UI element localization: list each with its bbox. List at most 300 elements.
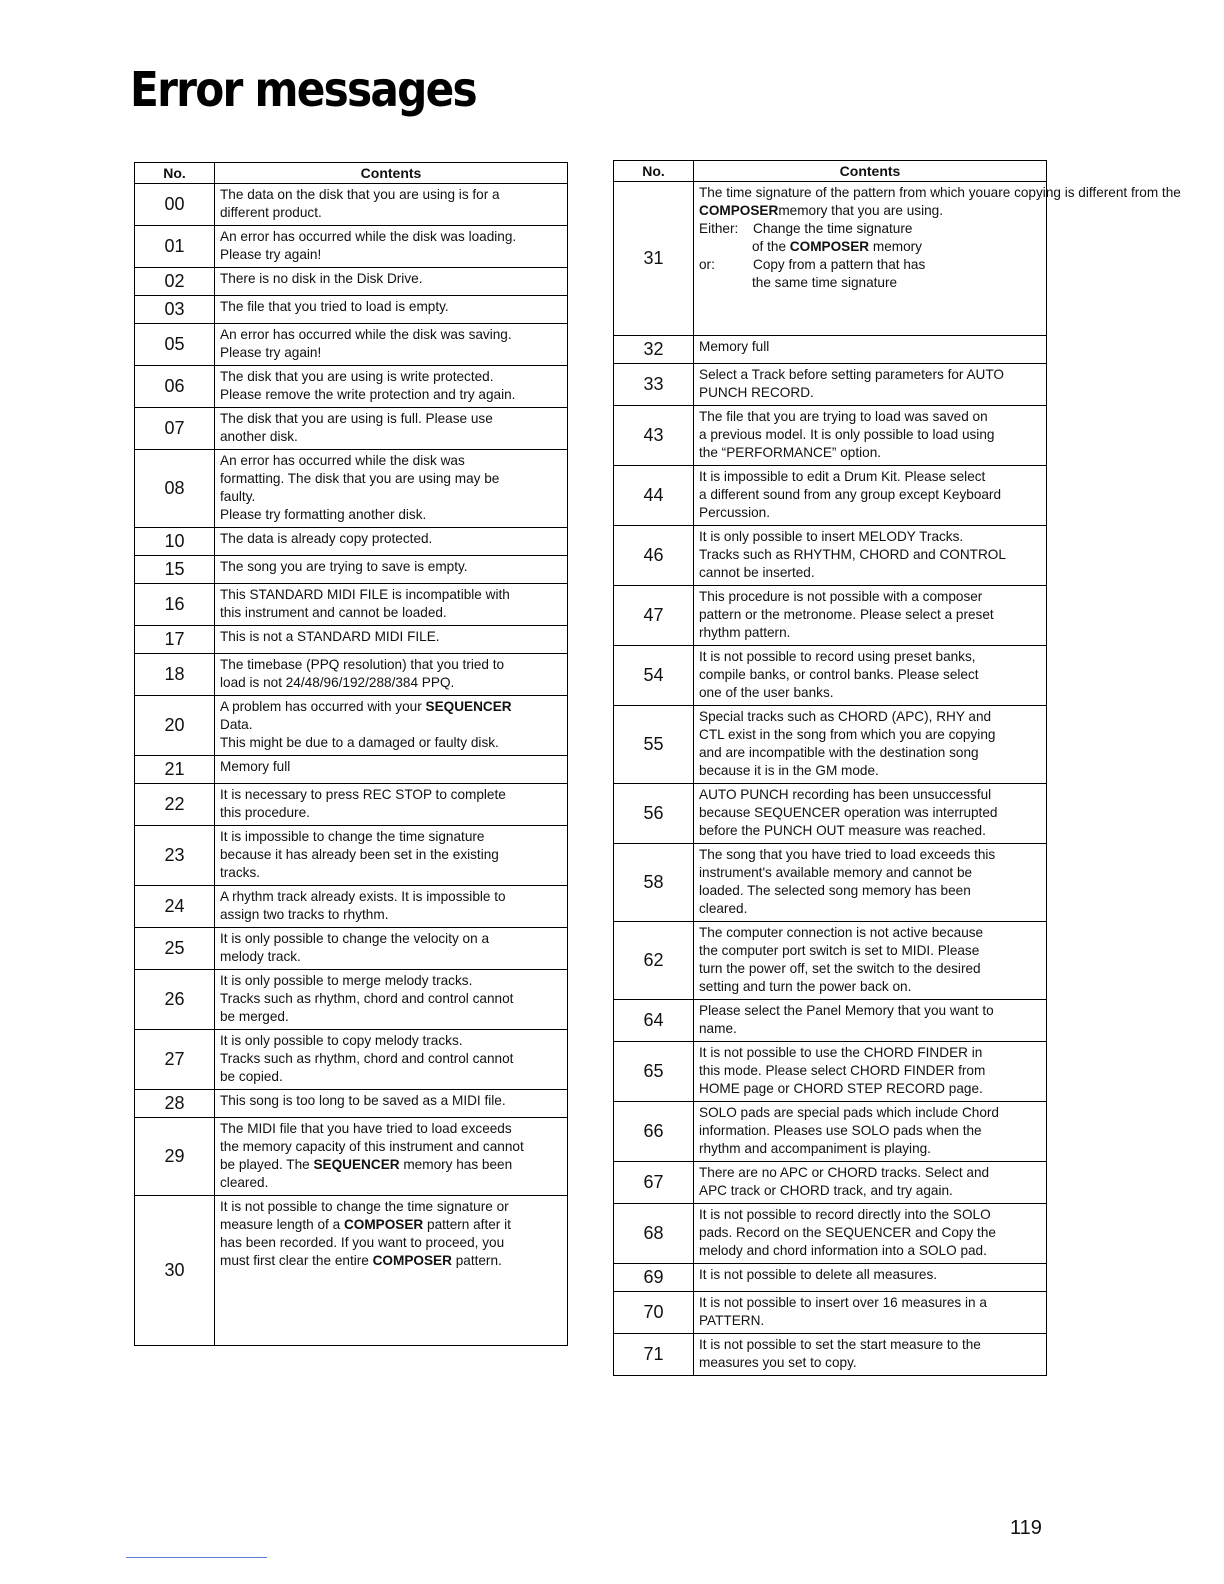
message-text: be merged.: [220, 1009, 289, 1024]
table-row: [614, 586, 1047, 646]
error-number: 68: [614, 1204, 694, 1264]
message-text: Tracks such as rhythm, chord and control cannot: [220, 991, 514, 1006]
error-message: [694, 586, 1047, 646]
error-message: [215, 784, 568, 826]
message-line: [220, 758, 563, 776]
table-row: [614, 526, 1047, 586]
error-message: [215, 184, 568, 226]
message-line: [699, 1266, 1042, 1284]
table-row: [135, 1118, 568, 1196]
message-text: Please try again!: [220, 247, 322, 262]
message-text: A rhythm track already exists. It is impossible to: [220, 889, 506, 904]
error-number: 58: [614, 844, 694, 922]
message-text: because SEQUENCER operation was interrupted: [699, 805, 998, 820]
message-line: [699, 726, 1042, 744]
table-row: [614, 1204, 1047, 1264]
table-row: [135, 928, 568, 970]
table-row: [135, 696, 568, 756]
message-line: [699, 384, 1042, 402]
message-text: setting and turn the power back on.: [699, 979, 912, 994]
error-message: [215, 366, 568, 408]
message-line: [699, 1020, 1042, 1038]
message-line: [220, 386, 563, 404]
error-message: [215, 528, 568, 556]
error-message: [215, 886, 568, 928]
table-row: [135, 1090, 568, 1118]
error-number: 16: [135, 584, 215, 626]
error-number: 01: [135, 226, 215, 268]
message-line: [220, 558, 563, 576]
message-line: [220, 452, 563, 470]
message-line: [220, 368, 563, 386]
message-text: Tracks such as rhythm, chord and control cannot: [220, 1051, 514, 1066]
message-text: pattern after it: [423, 1217, 511, 1232]
table-row: [614, 784, 1047, 844]
message-line: [699, 274, 1042, 292]
message-text: loaded. The selected song memory has been: [699, 883, 971, 898]
message-text: This song is too long to be saved as a MIDI file.: [220, 1093, 506, 1108]
message-text: Percussion.: [699, 505, 771, 520]
message-line: [220, 428, 563, 446]
message-text: this mode. Please select CHORD FINDER from: [699, 1063, 986, 1078]
table-row: [135, 756, 568, 784]
message-text: The MIDI file that you have tried to load exceeds: [220, 1121, 512, 1136]
error-message: [694, 526, 1047, 586]
error-number: 05: [135, 324, 215, 366]
message-text: The timebase (PPQ resolution) that you tried to: [220, 657, 505, 672]
message-text: It is only possible to merge melody tracks.: [220, 973, 473, 988]
message-line: [220, 1032, 563, 1050]
message-line: [220, 906, 563, 924]
table-row: [135, 886, 568, 928]
table-row: [614, 1042, 1047, 1102]
message-text: AUTO PUNCH recording has been unsuccessful: [699, 787, 992, 802]
footer-rule: [126, 1557, 267, 1558]
error-message: [694, 336, 1047, 364]
table-row: [614, 922, 1047, 1000]
error-number: 23: [135, 826, 215, 886]
message-line: [220, 470, 563, 488]
table-row: [614, 466, 1047, 526]
error-message: [694, 1204, 1047, 1264]
table-row: [135, 268, 568, 296]
message-text: pattern.: [451, 1253, 502, 1268]
message-text: this procedure.: [220, 805, 310, 820]
error-number: 65: [614, 1042, 694, 1102]
header-row: [614, 161, 1047, 182]
message-line: [699, 1206, 1042, 1224]
table-row: [135, 584, 568, 626]
message-line: [699, 822, 1042, 840]
message-text: this instrument and cannot be loaded.: [220, 605, 447, 620]
message-text: measures you set to copy.: [699, 1355, 857, 1370]
message-line: [699, 1044, 1042, 1062]
message-line: [699, 708, 1042, 726]
error-number: 17: [135, 626, 215, 654]
message-line: [220, 804, 563, 822]
error-message: [694, 1292, 1047, 1334]
message-line: [699, 256, 1042, 274]
message-text: It is not possible to record directly into the SOLO: [699, 1207, 991, 1222]
message-line: [699, 1336, 1042, 1354]
message-line: [220, 246, 563, 264]
message-text: Select a Track before setting parameters for AUTO: [699, 367, 1004, 382]
table-row: [135, 408, 568, 450]
message-text: Either:: [699, 221, 739, 236]
message-text: has been recorded. If you want to proceed, you: [220, 1235, 505, 1250]
table-row: [135, 184, 568, 226]
message-text: This STANDARD MIDI FILE is incompatible with: [220, 587, 510, 602]
message-line: [699, 924, 1042, 942]
message-emphasis: SEQUENCER: [425, 699, 512, 714]
message-text: cleared.: [220, 1175, 269, 1190]
message-line: [699, 1224, 1042, 1242]
message-line: [220, 1156, 563, 1174]
message-line: [220, 786, 563, 804]
message-line: [699, 978, 1042, 996]
message-line: [220, 344, 563, 362]
table-row: [135, 654, 568, 696]
message-line: [699, 1062, 1042, 1080]
table-row: [135, 556, 568, 584]
message-text: information. Pleases use SOLO pads when the: [699, 1123, 982, 1138]
error-number: 54: [614, 646, 694, 706]
message-text: pads. Record on the SEQUENCER and Copy the: [699, 1225, 996, 1240]
table-row: [135, 1196, 568, 1346]
message-line: [699, 220, 1042, 238]
error-message: [694, 406, 1047, 466]
message-line: [699, 744, 1042, 762]
message-line: [220, 990, 563, 1008]
message-line: [699, 648, 1042, 666]
error-message: [215, 1118, 568, 1196]
error-message: [215, 408, 568, 450]
table-row: [614, 406, 1047, 466]
message-text: SOLO pads are special pads which include Chord: [699, 1105, 999, 1120]
message-text: or:: [699, 257, 715, 272]
message-text: because it is in the GM mode.: [699, 763, 879, 778]
error-message: [215, 1196, 568, 1346]
message-text: It is only possible to change the velocity on a: [220, 931, 490, 946]
message-text: must first clear the entire: [220, 1253, 373, 1268]
error-message: [694, 784, 1047, 844]
message-text: PATTERN.: [699, 1313, 765, 1328]
error-message: [215, 324, 568, 366]
error-message: [694, 182, 1181, 336]
message-text: faulty.: [220, 489, 256, 504]
message-text: measure length of a: [220, 1217, 344, 1232]
message-line: [699, 426, 1042, 444]
message-text: memory: [869, 239, 922, 254]
message-line: [699, 444, 1042, 462]
message-line: [699, 786, 1042, 804]
error-message: [215, 226, 568, 268]
page-title: Error messages: [130, 62, 476, 118]
message-line: [220, 828, 563, 846]
message-text: Special tracks such as CHORD (APC), RHY and: [699, 709, 992, 724]
message-line: [220, 948, 563, 966]
error-message: [694, 646, 1047, 706]
message-line: [220, 604, 563, 622]
error-number: 28: [135, 1090, 215, 1118]
table-row: [614, 646, 1047, 706]
message-text: It is impossible to edit a Drum Kit. Please select: [699, 469, 986, 484]
table-row: [614, 844, 1047, 922]
message-line: [699, 202, 1042, 220]
error-number: 06: [135, 366, 215, 408]
table-row: [135, 784, 568, 826]
message-text: APC track or CHORD track, and try again.: [699, 1183, 953, 1198]
error-number: 69: [614, 1264, 694, 1292]
error-number: 44: [614, 466, 694, 526]
table-row: [135, 366, 568, 408]
message-line: [220, 410, 563, 428]
message-text: instrument's available memory and cannot be: [699, 865, 973, 880]
message-line: [699, 864, 1042, 882]
message-line: [699, 804, 1042, 822]
message-line: [699, 184, 1181, 202]
error-number: 47: [614, 586, 694, 646]
error-number: 56: [614, 784, 694, 844]
message-text: Please try again!: [220, 345, 322, 360]
message-text: This is not a STANDARD MIDI FILE.: [220, 629, 440, 644]
message-text: It is only possible to copy melody tracks.: [220, 1033, 463, 1048]
error-message: [215, 654, 568, 696]
message-text: Please remove the write protection and try again.: [220, 387, 516, 402]
header-contents: Contents: [215, 163, 568, 184]
error-message: [694, 1334, 1047, 1376]
message-line: [699, 408, 1042, 426]
message-line: [220, 586, 563, 604]
error-number: 03: [135, 296, 215, 324]
message-text: The file that you are trying to load was saved on: [699, 409, 988, 424]
message-line: [699, 1294, 1042, 1312]
error-number: 10: [135, 528, 215, 556]
error-message: [215, 826, 568, 886]
error-number: 67: [614, 1162, 694, 1204]
error-table-right: [613, 160, 1181, 1376]
message-line: [699, 684, 1042, 702]
message-text: pattern or the metronome. Please select a preset: [699, 607, 994, 622]
message-line: [699, 1242, 1042, 1260]
message-text: another disk.: [220, 429, 298, 444]
message-line: [699, 486, 1042, 504]
message-text: because it has already been set in the existing: [220, 847, 499, 862]
error-number: 27: [135, 1030, 215, 1090]
table-row: [614, 1264, 1047, 1292]
message-text: Memory full: [220, 759, 291, 774]
message-text: are copying is different from the: [990, 185, 1181, 200]
error-number: 71: [614, 1334, 694, 1376]
message-line: [699, 606, 1042, 624]
message-line: [699, 366, 1042, 384]
message-line: [220, 204, 563, 222]
error-message: [694, 1264, 1047, 1292]
table-row: [614, 182, 1047, 336]
message-line: [699, 1122, 1042, 1140]
message-line: [699, 528, 1042, 546]
message-text: rhythm and accompaniment is playing.: [699, 1141, 931, 1156]
message-text: memory has been: [399, 1157, 513, 1172]
message-text: be played. The: [220, 1157, 314, 1172]
message-text: Please select the Panel Memory that you want to: [699, 1003, 994, 1018]
error-message: [215, 696, 568, 756]
message-text: The data on the disk that you are using is for a: [220, 187, 500, 202]
error-message: [694, 844, 1047, 922]
table-row: [135, 970, 568, 1030]
message-line: [699, 666, 1042, 684]
error-message: [694, 1102, 1047, 1162]
message-line: [699, 338, 1042, 356]
message-text: name.: [699, 1021, 737, 1036]
message-text: It is only possible to insert MELODY Tracks.: [699, 529, 964, 544]
error-message: [215, 928, 568, 970]
header-contents: Contents: [694, 161, 1047, 182]
error-number: 07: [135, 408, 215, 450]
message-line: [220, 930, 563, 948]
message-line: [699, 1182, 1042, 1200]
message-line: [220, 186, 563, 204]
header-row: [135, 163, 568, 184]
message-line: [699, 882, 1042, 900]
error-number: 08: [135, 450, 215, 528]
message-text: It is not possible to record using preset banks,: [699, 649, 976, 664]
page-number: 119: [1010, 1517, 1042, 1539]
error-message: [215, 626, 568, 654]
message-text: memory that you are using.: [778, 203, 944, 218]
message-line: [220, 1138, 563, 1156]
message-text: cleared.: [699, 901, 748, 916]
message-text: different product.: [220, 205, 322, 220]
message-line: [220, 530, 563, 548]
table-row: [135, 826, 568, 886]
message-line: [220, 1050, 563, 1068]
message-line: [699, 846, 1042, 864]
message-line: [220, 1120, 563, 1138]
message-text: one of the user banks.: [699, 685, 834, 700]
message-text: tracks.: [220, 865, 261, 880]
table-row: [135, 528, 568, 556]
message-line: [220, 1068, 563, 1086]
message-line: [220, 1234, 563, 1252]
message-line: [699, 1312, 1042, 1330]
message-text: It is not possible to delete all measures.: [699, 1267, 938, 1282]
table-row: [135, 324, 568, 366]
message-line: [220, 972, 563, 990]
message-text: It is not possible to change the time signature or: [220, 1199, 509, 1214]
error-message: [215, 296, 568, 324]
message-line: [699, 1354, 1042, 1372]
error-number: 20: [135, 696, 215, 756]
table-row: [614, 1292, 1047, 1334]
message-line: [699, 1104, 1042, 1122]
message-line: [220, 1174, 563, 1192]
message-text: The data is already copy protected.: [220, 531, 433, 546]
message-line: [699, 564, 1042, 582]
message-line: [699, 900, 1042, 918]
error-message: [694, 922, 1047, 1000]
message-emphasis: COMPOSER: [372, 1253, 452, 1268]
error-message: [215, 556, 568, 584]
error-number: 62: [614, 922, 694, 1000]
message-text: HOME page or CHORD STEP RECORD page.: [699, 1081, 983, 1096]
header-no: No.: [614, 161, 694, 182]
error-number: 15: [135, 556, 215, 584]
message-line: [699, 588, 1042, 606]
message-text: Memory full: [699, 339, 770, 354]
error-number: 21: [135, 756, 215, 784]
message-line: [699, 1080, 1042, 1098]
message-line: [220, 228, 563, 246]
message-text: CTL exist in the song from which you are copying: [699, 727, 996, 742]
error-message: [694, 364, 1047, 406]
message-text: the memory capacity of this instrument and cannot: [220, 1139, 524, 1154]
message-emphasis: SEQUENCER: [313, 1157, 400, 1172]
message-line: [220, 1198, 563, 1216]
message-text: assign two tracks to rhythm.: [220, 907, 389, 922]
error-message: [694, 706, 1047, 784]
error-number: 55: [614, 706, 694, 784]
message-line: [699, 624, 1042, 642]
error-message: [215, 1090, 568, 1118]
error-number: 26: [135, 970, 215, 1030]
table-row: [135, 450, 568, 528]
message-emphasis: COMPOSER: [789, 239, 870, 254]
message-line: [220, 506, 563, 524]
message-line: [220, 298, 563, 316]
message-line: [699, 762, 1042, 780]
header-no: No.: [135, 163, 215, 184]
message-text: The song that you have tried to load exceeds this: [699, 847, 996, 862]
message-text: It is not possible to use the CHORD FINDER in: [699, 1045, 983, 1060]
table-row: [614, 1162, 1047, 1204]
error-number: 46: [614, 526, 694, 586]
message-line: [220, 1252, 563, 1270]
table-row: [614, 336, 1047, 364]
error-number: 30: [135, 1196, 215, 1346]
error-number: 70: [614, 1292, 694, 1334]
table-row: [614, 1102, 1047, 1162]
error-number: 00: [135, 184, 215, 226]
message-line: [699, 238, 1042, 256]
message-text: It is not possible to set the start measure to the: [699, 1337, 981, 1352]
error-number: 43: [614, 406, 694, 466]
error-number: 66: [614, 1102, 694, 1162]
error-table-left: [134, 162, 568, 1346]
message-line: [220, 846, 563, 864]
message-text: A problem has occurred with your: [220, 699, 426, 714]
table-row: [614, 1000, 1047, 1042]
message-text: turn the power off, set the switch to the desired: [699, 961, 981, 976]
error-message: [215, 1030, 568, 1090]
message-line: [220, 698, 563, 716]
message-line: [699, 942, 1042, 960]
table-row: [614, 706, 1047, 784]
message-line: [220, 888, 563, 906]
message-text: It is not possible to insert over 16 measures in a: [699, 1295, 987, 1310]
error-message: [215, 584, 568, 626]
message-line: [220, 656, 563, 674]
message-text: the “PERFORMANCE” option.: [699, 445, 882, 460]
message-text: formatting. The disk that you are using may be: [220, 471, 500, 486]
message-text: An error has occurred while the disk was loading.: [220, 229, 517, 244]
error-number: 33: [614, 364, 694, 406]
message-text: The song you are trying to save is empty.: [220, 559, 468, 574]
message-line: [699, 468, 1042, 486]
message-text: The computer connection is not active because: [699, 925, 984, 940]
message-line: [220, 1092, 563, 1110]
message-text: This procedure is not possible with a composer: [699, 589, 983, 604]
